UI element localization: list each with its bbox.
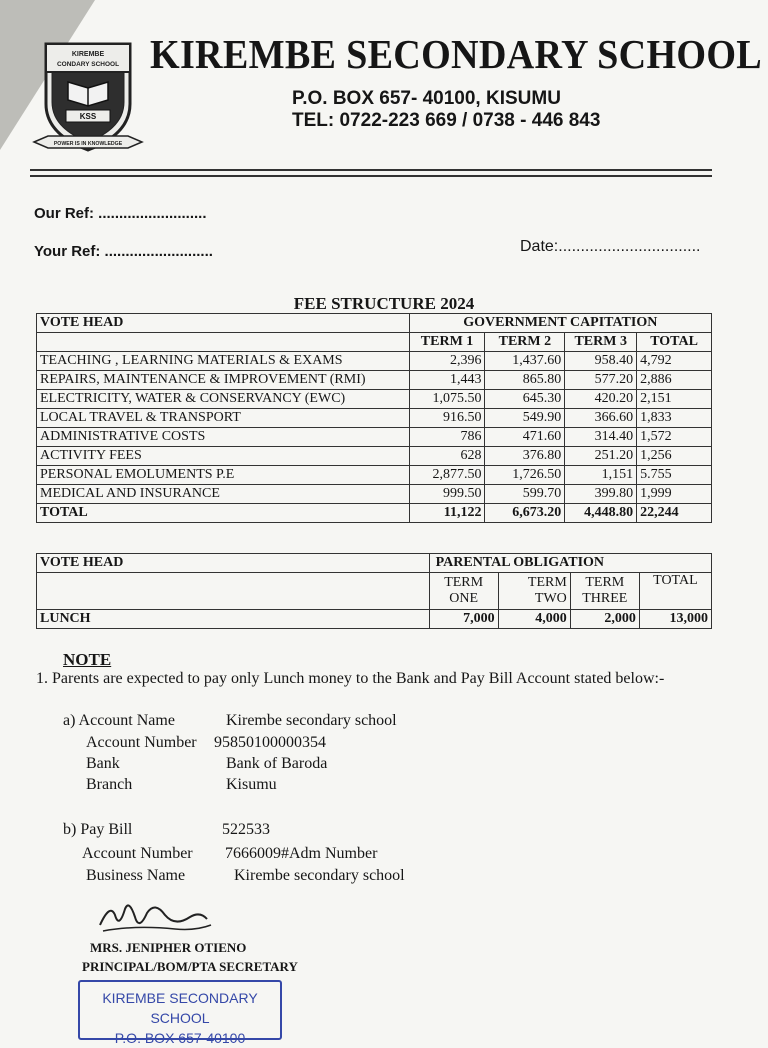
- crest-initials: KSS: [79, 112, 97, 121]
- amount-cell: 13,000: [639, 610, 711, 629]
- bank-label: Bank: [86, 755, 120, 772]
- stamp-line: P.O. BOX 657-40100: [114, 1030, 246, 1046]
- bank-value: Bank of Baroda: [226, 755, 328, 772]
- school-name: KIREMBE SECONDARY SCHOOL: [150, 31, 762, 77]
- amount-cell: 1,075.50: [409, 390, 485, 409]
- table-row: [37, 610, 712, 629]
- bank-value: 95850100000354: [214, 734, 326, 751]
- amount-cell: 645.30: [485, 390, 565, 409]
- crest-sub-text: CONDARY SCHOOL: [56, 61, 120, 68]
- vote-head-cell: LOCAL TRAVEL & TRANSPORT: [37, 409, 410, 428]
- note-item: 1. Parents are expected to pay only Lunch money to the Bank and Pay Bill Account stated below:-: [36, 670, 665, 687]
- table-header-row: [37, 554, 712, 573]
- column-header: TOTAL: [639, 573, 711, 610]
- total-label: TOTAL: [37, 504, 410, 523]
- table-row: [37, 485, 712, 504]
- government-capitation-table: [36, 313, 712, 523]
- stamp-line: KIREMBE SECONDARY SCHOOL: [102, 990, 258, 1026]
- crest-motto: POWER IS IN KNOWLEDGE: [53, 141, 123, 147]
- amount-cell: 628: [409, 447, 485, 466]
- amount-cell: 366.60: [565, 409, 637, 428]
- your-ref: Your Ref: ..........................: [34, 243, 213, 260]
- vote-head-cell: TEACHING , LEARNING MATERIALS & EXAMS: [37, 352, 410, 371]
- school-stamp: [78, 980, 282, 1046]
- signatory-title: PRINCIPAL/BOM/PTA SECRETARY: [82, 959, 298, 974]
- vote-head-cell: REPAIRS, MAINTENANCE & IMPROVEMENT (RMI): [37, 371, 410, 390]
- amount-cell: 549.90: [485, 409, 565, 428]
- amount-cell: 2,396: [409, 352, 485, 371]
- column-header: TERM 3: [565, 333, 637, 352]
- amount-cell: 420.20: [565, 390, 637, 409]
- note-heading: NOTE: [63, 650, 112, 669]
- total-row: [37, 504, 712, 523]
- paybill-value: 522533: [222, 821, 270, 838]
- amount-cell: 958.40: [565, 352, 637, 371]
- paybill-label: b) Pay Bill: [63, 821, 133, 838]
- vote-head-header: VOTE HEAD: [37, 314, 410, 333]
- amount-cell: 1,572: [637, 428, 712, 447]
- amount-cell: 999.50: [409, 485, 485, 504]
- amount-cell: 786: [409, 428, 485, 447]
- table-row: [37, 466, 712, 485]
- bank-value: Kirembe secondary school: [226, 712, 397, 729]
- amount-cell: 2,886: [637, 371, 712, 390]
- vote-head-cell: ACTIVITY FEES: [37, 447, 410, 466]
- vote-head-header: VOTE HEAD: [37, 554, 430, 573]
- total-cell: 11,122: [409, 504, 485, 523]
- bank-label: Account Number: [86, 734, 197, 751]
- amount-cell: 1,999: [637, 485, 712, 504]
- total-cell: 6,673.20: [485, 504, 565, 523]
- header-divider: [30, 169, 712, 171]
- amount-cell: 1,151: [565, 466, 637, 485]
- amount-cell: 471.60: [485, 428, 565, 447]
- paybill-label: Account Number: [82, 845, 193, 862]
- table-subheader-row: [37, 573, 712, 610]
- table-subheader-row: [37, 333, 712, 352]
- school-telephone: TEL: 0722-223 669 / 0738 - 446 843: [292, 110, 601, 131]
- amount-cell: 1,256: [637, 447, 712, 466]
- amount-cell: 314.40: [565, 428, 637, 447]
- government-capitation-header: GOVERNMENT CAPITATION: [409, 314, 711, 333]
- table-row: [37, 447, 712, 466]
- crest-top-text: KIREMBE: [71, 51, 105, 58]
- our-ref: Our Ref: ..........................: [34, 205, 207, 222]
- school-address: P.O. BOX 657- 40100, KISUMU: [292, 88, 561, 109]
- paybill-value: Kirembe secondary school: [234, 867, 405, 884]
- amount-cell: 1,437.60: [485, 352, 565, 371]
- amount-cell: 399.80: [565, 485, 637, 504]
- vote-head-cell: ELECTRICITY, WATER & CONSERVANCY (EWC): [37, 390, 410, 409]
- amount-cell: 251.20: [565, 447, 637, 466]
- parental-obligation-table: [36, 553, 712, 629]
- date-field: Date:................................: [520, 238, 701, 255]
- bank-label: a) Account Name: [63, 712, 175, 729]
- fee-structure-title: FEE STRUCTURE 2024: [293, 294, 475, 313]
- amount-cell: 916.50: [409, 409, 485, 428]
- vote-head-cell: MEDICAL AND INSURANCE: [37, 485, 410, 504]
- table-header-row: [37, 314, 712, 333]
- table-row: [37, 352, 712, 371]
- parental-obligation-header: PARENTAL OBLIGATION: [429, 554, 711, 573]
- principal-signature: [95, 895, 215, 940]
- table-row: [37, 428, 712, 447]
- amount-cell: 1,833: [637, 409, 712, 428]
- school-crest-logo: [30, 38, 146, 160]
- total-cell: 22,244: [637, 504, 712, 523]
- amount-cell: 865.80: [485, 371, 565, 390]
- column-header: TERM 2: [485, 333, 565, 352]
- column-header: TERM ONE: [429, 573, 498, 610]
- bank-label: Branch: [86, 776, 133, 793]
- amount-cell: 7,000: [429, 610, 498, 629]
- column-header: TERM TWO: [498, 573, 570, 610]
- vote-head-cell: LUNCH: [37, 610, 430, 629]
- amount-cell: 2,877.50: [409, 466, 485, 485]
- amount-cell: 1,726.50: [485, 466, 565, 485]
- bank-value: Kisumu: [226, 776, 277, 793]
- vote-head-cell: PERSONAL EMOLUMENTS P.E: [37, 466, 410, 485]
- paybill-label: Business Name: [86, 867, 186, 884]
- table-row: [37, 409, 712, 428]
- amount-cell: 599.70: [485, 485, 565, 504]
- column-header: TERM 1: [409, 333, 485, 352]
- column-header: TERM THREE: [570, 573, 639, 610]
- amount-cell: 5.755: [637, 466, 712, 485]
- amount-cell: 577.20: [565, 371, 637, 390]
- vote-head-cell: ADMINISTRATIVE COSTS: [37, 428, 410, 447]
- amount-cell: 1,443: [409, 371, 485, 390]
- column-header: TOTAL: [637, 333, 712, 352]
- table-row: [37, 371, 712, 390]
- total-cell: 4,448.80: [565, 504, 637, 523]
- amount-cell: 2,000: [570, 610, 639, 629]
- header-divider-secondary: [30, 175, 712, 177]
- paybill-value: 7666009#Adm Number: [225, 845, 378, 862]
- amount-cell: 2,151: [637, 390, 712, 409]
- amount-cell: 4,792: [637, 352, 712, 371]
- amount-cell: 376.80: [485, 447, 565, 466]
- signatory-name: MRS. JENIPHER OTIENO: [90, 940, 247, 955]
- amount-cell: 4,000: [498, 610, 570, 629]
- table-row: [37, 390, 712, 409]
